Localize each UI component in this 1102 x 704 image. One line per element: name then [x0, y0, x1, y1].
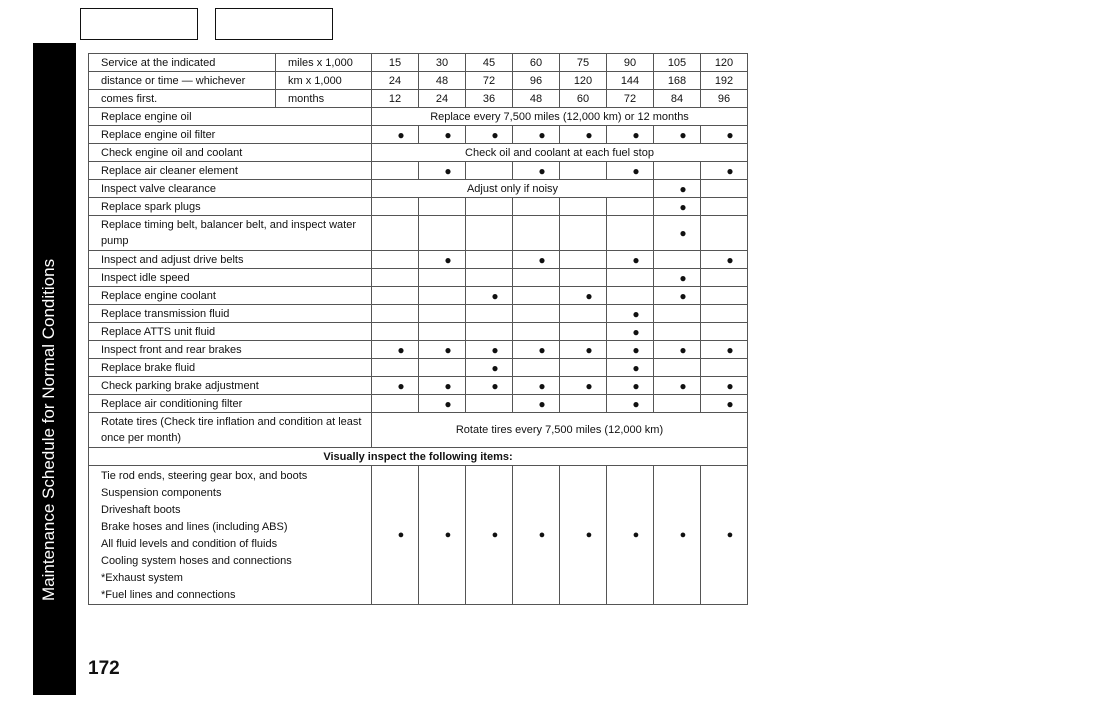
service-dot: ●	[701, 395, 748, 413]
empty-cell	[466, 162, 513, 180]
empty-cell	[372, 323, 419, 341]
header-interval-value: 45	[466, 54, 513, 72]
empty-cell	[513, 323, 560, 341]
empty-cell	[372, 216, 419, 251]
schedule-item-label: Rotate tires (Check tire inflation and condition at least once per month)	[89, 413, 372, 448]
header-interval-value: 60	[513, 54, 560, 72]
schedule-span-note: Adjust only if noisy	[372, 180, 654, 198]
empty-cell	[654, 395, 701, 413]
empty-cell	[654, 359, 701, 377]
header-label-line: Service at the indicated	[89, 54, 276, 72]
service-dot: ●	[654, 377, 701, 395]
schedule-row	[89, 126, 748, 144]
service-dot: ●	[466, 466, 513, 605]
service-dot: ●	[513, 251, 560, 269]
empty-cell	[701, 216, 748, 251]
service-dot: ●	[607, 377, 654, 395]
service-dot: ●	[419, 341, 466, 359]
schedule-row	[89, 162, 748, 180]
service-dot: ●	[419, 395, 466, 413]
header-row	[89, 90, 748, 108]
header-interval-value: 192	[701, 72, 748, 90]
visual-inspect-item: *Exhaust system	[101, 572, 183, 584]
schedule-item-label: Replace air cleaner element	[89, 162, 372, 180]
empty-cell	[419, 287, 466, 305]
schedule-item-label: Inspect valve clearance	[89, 180, 372, 198]
schedule-row	[89, 341, 748, 359]
service-dot: ●	[654, 180, 701, 198]
schedule-span-note: Check oil and coolant at each fuel stop	[372, 144, 748, 162]
service-dot: ●	[513, 126, 560, 144]
empty-cell	[560, 216, 607, 251]
service-dot: ●	[654, 198, 701, 216]
header-interval-value: 90	[607, 54, 654, 72]
empty-cell	[419, 269, 466, 287]
service-dot: ●	[372, 341, 419, 359]
empty-cell	[701, 180, 748, 198]
schedule-item-label: Replace brake fluid	[89, 359, 372, 377]
empty-cell	[466, 251, 513, 269]
empty-cell	[701, 198, 748, 216]
empty-cell	[513, 216, 560, 251]
header-interval-value: 48	[419, 72, 466, 90]
header-interval-value: 144	[607, 72, 654, 90]
empty-cell	[560, 269, 607, 287]
service-dot: ●	[701, 466, 748, 605]
schedule-span-note: Rotate tires every 7,500 miles (12,000 km)	[372, 413, 748, 448]
header-interval-value: 96	[701, 90, 748, 108]
empty-cell	[560, 395, 607, 413]
service-dot: ●	[701, 377, 748, 395]
schedule-item-label: Replace timing belt, balancer belt, and inspect water pump	[89, 216, 372, 251]
empty-cell	[701, 269, 748, 287]
service-dot: ●	[466, 126, 513, 144]
schedule-row	[89, 180, 748, 198]
section-title: Maintenance Schedule for Normal Conditions	[39, 258, 58, 601]
header-interval-value: 120	[560, 72, 607, 90]
service-dot: ●	[654, 466, 701, 605]
visual-inspect-list	[89, 466, 372, 605]
empty-cell	[513, 359, 560, 377]
schedule-row	[89, 395, 748, 413]
service-dot: ●	[607, 323, 654, 341]
service-dot: ●	[419, 251, 466, 269]
page-number: 172	[88, 658, 120, 679]
service-dot: ●	[419, 466, 466, 605]
schedule-row	[89, 287, 748, 305]
service-dot: ●	[654, 269, 701, 287]
empty-cell	[372, 269, 419, 287]
schedule-item-label: Replace transmission fluid	[89, 305, 372, 323]
header-interval-value: 24	[372, 72, 419, 90]
schedule-row	[89, 198, 748, 216]
visual-inspect-item: All fluid levels and condition of fluids	[101, 538, 278, 550]
service-dot: ●	[466, 341, 513, 359]
schedule-item-label: Replace spark plugs	[89, 198, 372, 216]
schedule-item-label: Inspect front and rear brakes	[89, 341, 372, 359]
schedule-row	[89, 144, 748, 162]
empty-cell	[372, 395, 419, 413]
header-interval-value: 84	[654, 90, 701, 108]
service-dot: ●	[607, 162, 654, 180]
service-dot: ●	[607, 305, 654, 323]
header-interval-value: 15	[372, 54, 419, 72]
header-row	[89, 72, 748, 90]
service-dot: ●	[466, 359, 513, 377]
schedule-item-label: Replace air conditioning filter	[89, 395, 372, 413]
service-dot: ●	[466, 377, 513, 395]
section-sidebar	[33, 43, 76, 695]
service-dot: ●	[560, 466, 607, 605]
schedule-row	[89, 323, 748, 341]
empty-cell	[654, 305, 701, 323]
empty-cell	[607, 216, 654, 251]
empty-cell	[419, 216, 466, 251]
schedule-item-label: Replace ATTS unit fluid	[89, 323, 372, 341]
visual-inspect-heading-row	[89, 448, 748, 466]
service-dot: ●	[513, 162, 560, 180]
service-dot: ●	[607, 395, 654, 413]
schedule-row	[89, 269, 748, 287]
service-dot: ●	[560, 287, 607, 305]
header-interval-value: 48	[513, 90, 560, 108]
empty-cell	[560, 323, 607, 341]
empty-cell	[560, 162, 607, 180]
visual-inspect-item: Tie rod ends, steering gear box, and boots	[101, 470, 308, 482]
empty-cell	[654, 162, 701, 180]
empty-cell	[607, 269, 654, 287]
empty-cell	[466, 323, 513, 341]
service-dot: ●	[419, 377, 466, 395]
empty-cell	[560, 359, 607, 377]
service-dot: ●	[701, 162, 748, 180]
header-interval-value: 36	[466, 90, 513, 108]
schedule-row	[89, 305, 748, 323]
empty-cell	[466, 198, 513, 216]
service-dot: ●	[654, 341, 701, 359]
service-dot: ●	[372, 466, 419, 605]
empty-cell	[607, 198, 654, 216]
visual-inspect-item: Cooling system hoses and connections	[101, 555, 292, 567]
schedule-span-note: Replace every 7,500 miles (12,000 km) or 12 months	[372, 108, 748, 126]
empty-cell	[701, 323, 748, 341]
visual-inspect-item: Driveshaft boots	[101, 504, 181, 516]
header-interval-value: 60	[560, 90, 607, 108]
service-dot: ●	[372, 377, 419, 395]
nav-tab-box-2[interactable]	[215, 8, 333, 40]
header-interval-value: 12	[372, 90, 419, 108]
service-dot: ●	[654, 126, 701, 144]
visual-inspect-heading: Visually inspect the following items:	[89, 448, 748, 466]
visual-inspect-row	[89, 466, 748, 605]
schedule-item-label: Inspect and adjust drive belts	[89, 251, 372, 269]
maintenance-schedule-table	[88, 53, 748, 605]
schedule-row	[89, 108, 748, 126]
service-dot: ●	[560, 377, 607, 395]
schedule-row	[89, 413, 748, 448]
service-dot: ●	[701, 251, 748, 269]
schedule-row	[89, 377, 748, 395]
empty-cell	[513, 305, 560, 323]
service-dot: ●	[701, 341, 748, 359]
empty-cell	[372, 359, 419, 377]
service-dot: ●	[607, 251, 654, 269]
empty-cell	[419, 198, 466, 216]
empty-cell	[372, 162, 419, 180]
empty-cell	[466, 395, 513, 413]
empty-cell	[513, 287, 560, 305]
service-dot: ●	[419, 126, 466, 144]
empty-cell	[560, 251, 607, 269]
header-label-line: distance or time — whichever	[89, 72, 276, 90]
header-interval-value: 72	[607, 90, 654, 108]
service-dot: ●	[607, 359, 654, 377]
service-dot: ●	[654, 287, 701, 305]
service-dot: ●	[560, 341, 607, 359]
schedule-item-label: Check parking brake adjustment	[89, 377, 372, 395]
header-interval-value: 30	[419, 54, 466, 72]
schedule-row	[89, 216, 748, 251]
header-interval-value: 75	[560, 54, 607, 72]
schedule-row	[89, 251, 748, 269]
header-unit: months	[276, 90, 372, 108]
visual-inspect-item: Suspension components	[101, 487, 222, 499]
header-interval-value: 24	[419, 90, 466, 108]
empty-cell	[701, 305, 748, 323]
empty-cell	[701, 359, 748, 377]
empty-cell	[560, 198, 607, 216]
empty-cell	[419, 359, 466, 377]
service-dot: ●	[513, 377, 560, 395]
service-dot: ●	[513, 395, 560, 413]
header-interval-value: 96	[513, 72, 560, 90]
empty-cell	[701, 287, 748, 305]
empty-cell	[654, 323, 701, 341]
service-dot: ●	[607, 341, 654, 359]
schedule-row	[89, 359, 748, 377]
visual-inspect-item: *Fuel lines and connections	[101, 589, 236, 601]
header-interval-value: 168	[654, 72, 701, 90]
empty-cell	[466, 269, 513, 287]
empty-cell	[654, 251, 701, 269]
header-interval-value: 105	[654, 54, 701, 72]
schedule-item-label: Replace engine oil	[89, 108, 372, 126]
empty-cell	[466, 305, 513, 323]
empty-cell	[372, 287, 419, 305]
empty-cell	[372, 198, 419, 216]
empty-cell	[372, 251, 419, 269]
service-dot: ●	[607, 466, 654, 605]
header-row	[89, 54, 748, 72]
service-dot: ●	[372, 126, 419, 144]
empty-cell	[607, 287, 654, 305]
service-dot: ●	[607, 126, 654, 144]
header-label-line: comes first.	[89, 90, 276, 108]
visual-inspect-item: Brake hoses and lines (including ABS)	[101, 521, 288, 533]
service-dot: ●	[560, 126, 607, 144]
schedule-item-label: Inspect idle speed	[89, 269, 372, 287]
nav-tab-box-1[interactable]	[80, 8, 198, 40]
empty-cell	[560, 305, 607, 323]
header-unit: miles x 1,000	[276, 54, 372, 72]
header-interval-value: 72	[466, 72, 513, 90]
header-interval-value: 120	[701, 54, 748, 72]
schedule-item-label: Check engine oil and coolant	[89, 144, 372, 162]
empty-cell	[513, 269, 560, 287]
service-dot: ●	[513, 466, 560, 605]
schedule-item-label: Replace engine coolant	[89, 287, 372, 305]
empty-cell	[419, 305, 466, 323]
header-unit: km x 1,000	[276, 72, 372, 90]
empty-cell	[513, 198, 560, 216]
empty-cell	[466, 216, 513, 251]
service-dot: ●	[513, 341, 560, 359]
service-dot: ●	[419, 162, 466, 180]
service-dot: ●	[466, 287, 513, 305]
empty-cell	[372, 305, 419, 323]
service-dot: ●	[654, 216, 701, 251]
service-dot: ●	[701, 126, 748, 144]
schedule-item-label: Replace engine oil filter	[89, 126, 372, 144]
empty-cell	[419, 323, 466, 341]
